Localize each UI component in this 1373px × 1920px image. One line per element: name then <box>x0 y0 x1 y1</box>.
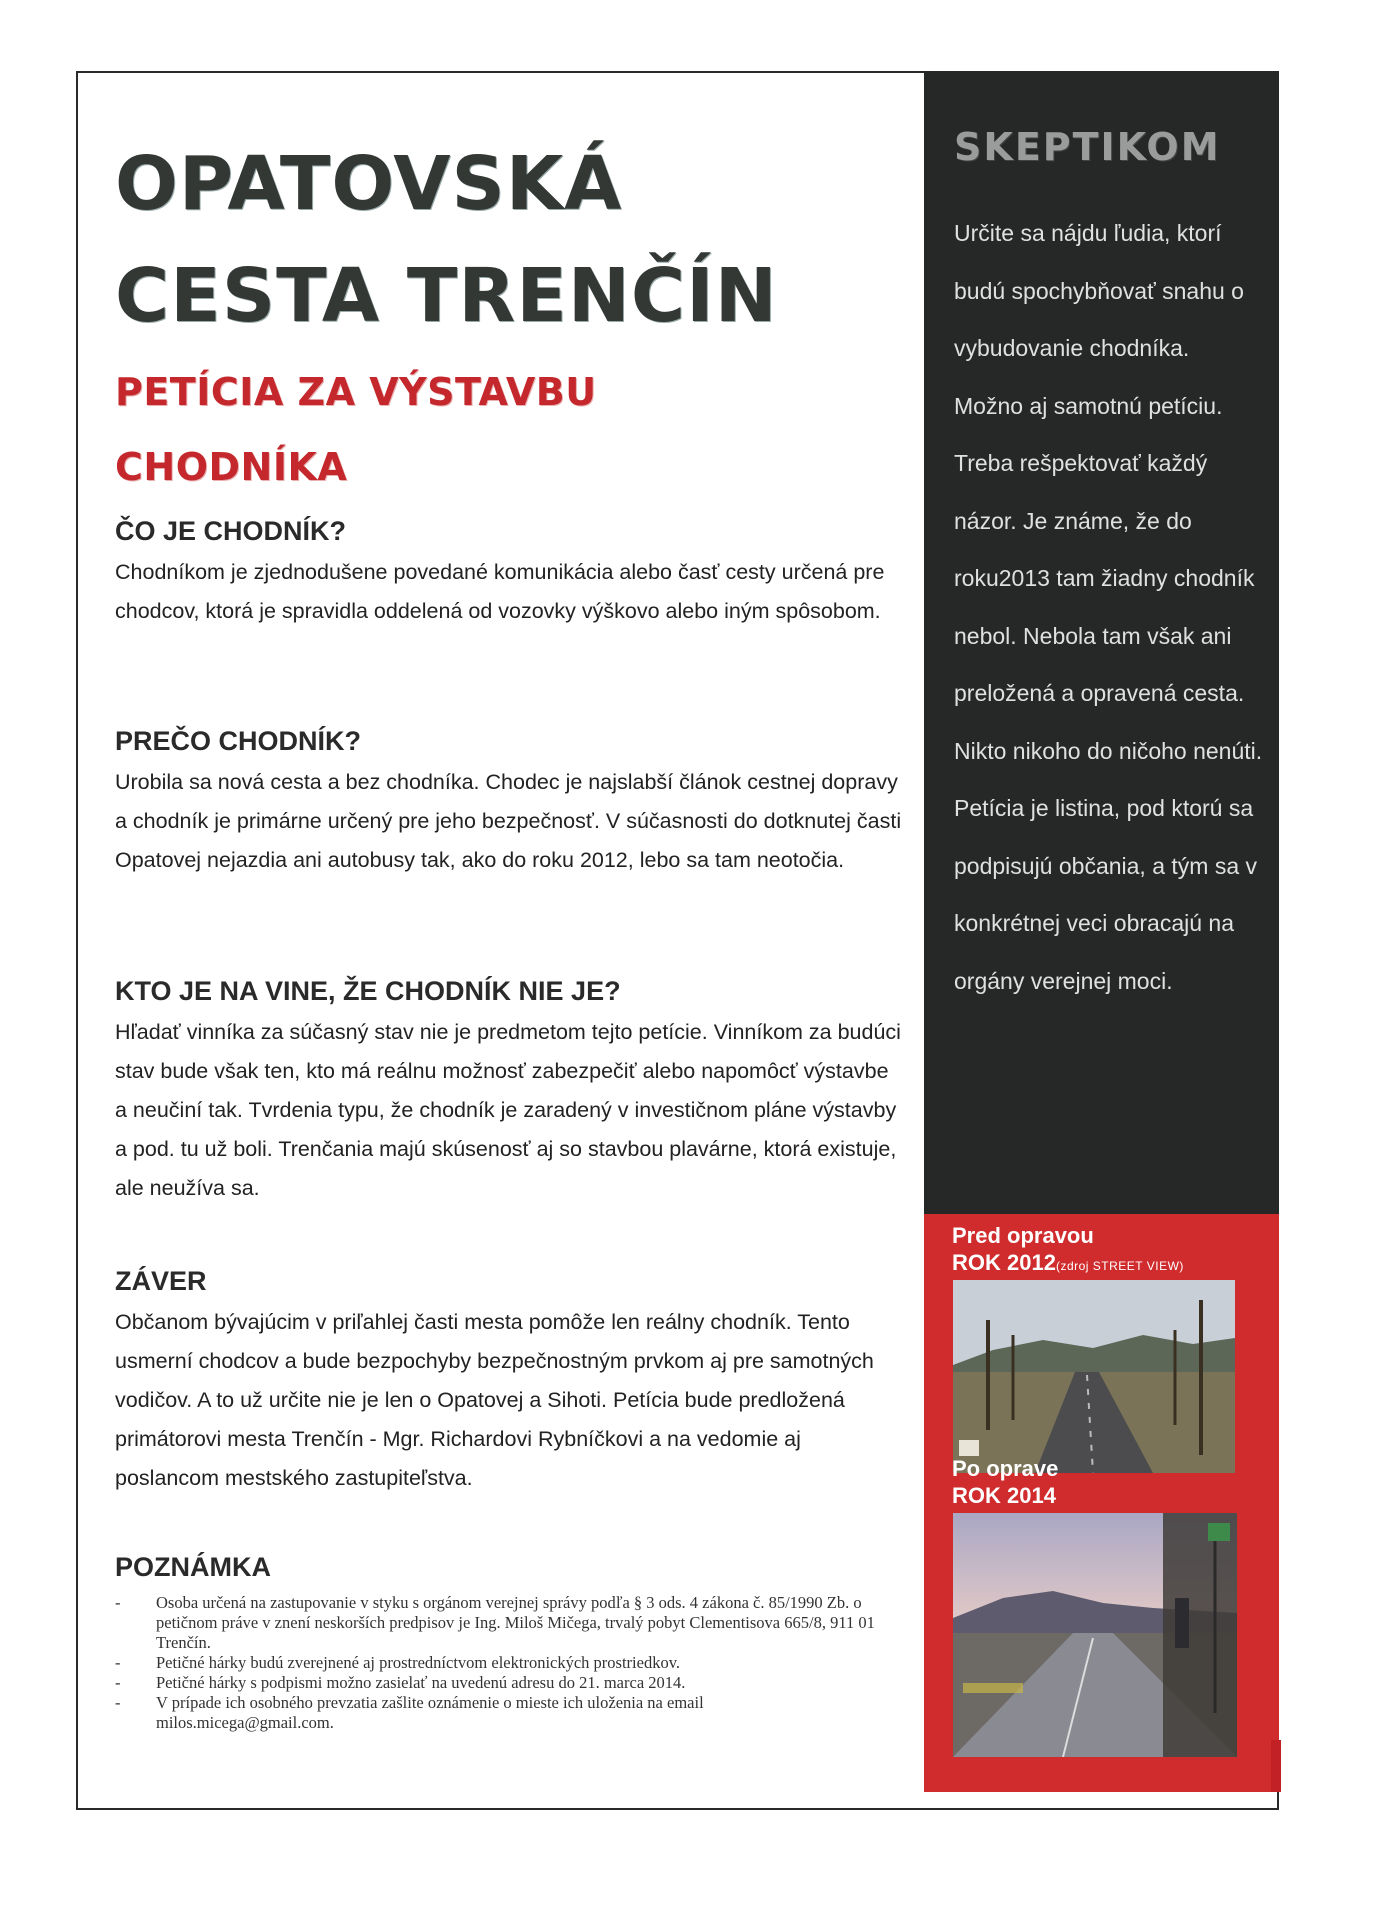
note-text: Petičné hárky budú zverejnené aj prostredníctvom elektronických prostriedkov. <box>156 1653 681 1672</box>
section-why <box>115 726 905 880</box>
sidebar-title: SKEPTIKOM <box>954 125 1221 169</box>
title-line-2: CESTA TRENČÍN <box>115 253 778 339</box>
list-item: - Petičné hárky s podpismi možno zasielať na uvedenú adresu do 21. marca 2014. <box>115 1673 686 1692</box>
caption-before <box>952 1222 1184 1280</box>
title-line-1: OPATOVSKÁ <box>115 141 623 227</box>
subtitle-line-2: CHODNÍKA <box>115 445 348 489</box>
section-what-is <box>115 516 905 631</box>
caption-after-line-1: Po oprave <box>952 1456 1059 1481</box>
section-text: Občanom bývajúcim v priľahlej časti mesta pomôže len reálny chodník. Tento usmerní chodcov a bude bezpochyby bezpečnostným prvkom aj pre samotných vodičov. A to už určite nie je len o Opatovej a Sihoti. Petícia bude predložená primátorovi mesta Trenčín - Mgr. Richardovi Rybníčkovi a na vedomie aj poslancom mestského zastupiteľstva. <box>115 1310 874 1490</box>
skeptics-sidebar <box>924 71 1279 1214</box>
caption-before-line-1: Pred opravou <box>952 1223 1094 1248</box>
list-item: - V prípade ich osobného prevzatia zašlite oznámenie o mieste ich uloženia na email milos.micega@gmail.com. <box>115 1693 704 1732</box>
caption-after-line-2: ROK 2014 <box>952 1483 1056 1508</box>
list-item: - Petičné hárky budú zverejnené aj prostredníctvom elektronických prostriedkov. <box>115 1653 681 1672</box>
panel-edge <box>1271 1740 1281 1792</box>
photo-before <box>953 1280 1235 1473</box>
section-heading: ČO JE CHODNÍK? <box>115 516 347 546</box>
section-heading: PREČO CHODNÍK? <box>115 726 362 756</box>
photo-after <box>953 1513 1237 1757</box>
section-text: Hľadať vinníka za súčasný stav nie je predmetom tejto petície. Vinníkom za budúci stav bude však ten, kto má reálnu možnosť zabezpečiť alebo napomôcť výstavbe a neučiní tak. Tvrdenia typu, že chodník je zaradený v investičnom pláne výstavby a pod. tu už boli. Trenčania majú skúsenosť aj so stavbou plavárne, ktorá existuje, ale neužíva sa. <box>115 1020 901 1200</box>
section-heading: ZÁVER <box>115 1266 207 1296</box>
page-subtitle <box>115 355 915 505</box>
note-text: Osoba určená na zastupovanie v styku s orgánom verejnej správy podľa § 3 ods. 4 zákona č. 85/1990 Zb. o petičnom práve v znení neskorších predpisov je Ing. Miloš Mičega, trvalý pobyt Clementisova 665/8, 911 01 Trenčín. <box>156 1593 875 1652</box>
subtitle-line-1: PETÍCIA ZA VÝSTAVBU <box>115 370 597 414</box>
road-before-image <box>953 1280 1235 1473</box>
caption-after <box>952 1455 1058 1509</box>
section-who-is-to-blame <box>115 976 905 1208</box>
note-text: Petičné hárky s podpismi možno zasielať na uvedenú adresu do 21. marca 2014. <box>156 1673 686 1692</box>
notes-list <box>115 1593 885 1733</box>
section-text: Chodníkom je zjednodušene povedané komunikácia alebo časť cesty určená pre chodcov, ktorá je spravidla oddelená od vozovky výškovo alebo iným spôsobom. <box>115 560 885 623</box>
list-item: - Osoba určená na zastupovanie v styku s orgánom verejnej správy podľa § 3 ods. 4 zákona č. 85/1990 Zb. o petičnom práve v znení neskorších predpisov je Ing. Miloš Mičega, trvalý pobyt Clementisova 665/8, 911 01 Trenčín. <box>115 1593 875 1652</box>
section-notes <box>115 1552 885 1733</box>
caption-before-line-2 <box>952 1249 1184 1280</box>
caption-source: (zdroj STREET VIEW) <box>1055 1259 1184 1273</box>
section-heading: KTO JE NA VINE, ŽE CHODNÍK NIE JE? <box>115 976 621 1006</box>
photo-panel <box>924 1214 1279 1792</box>
caption-before-year: ROK 2012 <box>952 1250 1056 1275</box>
section-conclusion <box>115 1266 905 1498</box>
sidebar-text: Určite sa nájdu ľudia, ktorí budú spochybňovať snahu o vybudovanie chodníka. Možno aj samotnú petíciu. Treba rešpektovať každý názor. Je známe, že do roku2013 tam žiadny chodník nebol. Nebola tam však ani preložená a opravená cesta. Nikto nikoho do ničoho nenúti. Petícia je listina, pod ktorú sa podpisujú občania, a tým sa v konkrétnej veci obracajú na orgány verejnej moci. <box>954 220 1263 994</box>
page-title <box>115 128 915 352</box>
note-text: V prípade ich osobného prevzatia zašlite oznámenie o mieste ich uloženia na email milos.micega@gmail.com. <box>156 1693 704 1732</box>
section-text: Urobila sa nová cesta a bez chodníka. Chodec je najslabší článok cestnej dopravy a chodník je primárne určený pre jeho bezpečnosť. V súčasnosti do dotknutej časti Opatovej nejazdia ani autobusy tak, ako do roku 2012, lebo sa tam neotočia. <box>115 770 902 872</box>
road-after-image <box>953 1513 1237 1757</box>
notes-heading: POZNÁMKA <box>115 1552 271 1582</box>
